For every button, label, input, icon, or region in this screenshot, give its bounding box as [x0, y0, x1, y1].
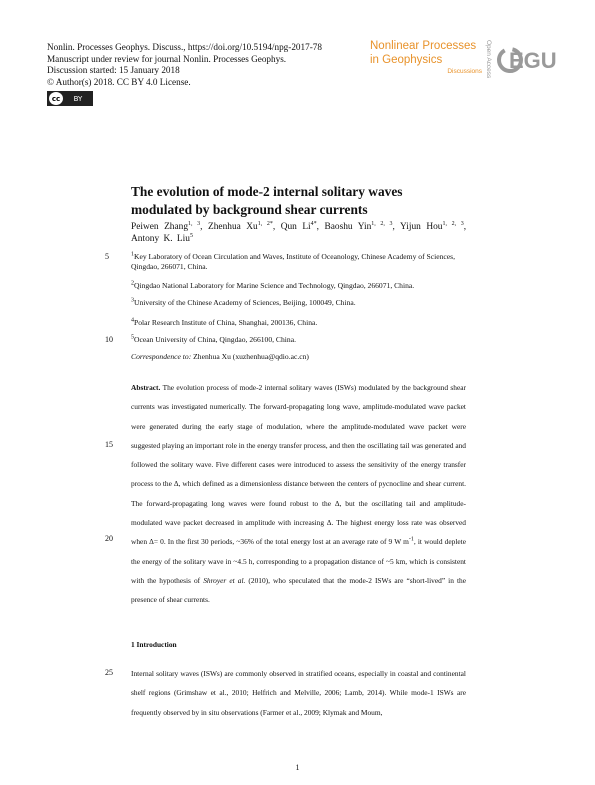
- affiliation-2: [131, 281, 461, 291]
- affiliation-3: [131, 298, 461, 308]
- affiliation-text: Qingdao National Laboratory for Marine Science and Technology, Qingdao, 266071, China.: [134, 281, 415, 290]
- journal-brand: [370, 39, 485, 76]
- affiliation-text: Polar Research Institute of China, Shanghai, 200136, China.: [134, 318, 318, 327]
- cc-icon: cc: [49, 92, 63, 105]
- paper-title: [131, 183, 461, 219]
- abstract-text-end: (2010), who speculated that the mode-2 ISWs are “short-lived” in the presence of shear currents.: [131, 575, 466, 605]
- affiliation-text: Ocean University of China, Qingdao, 266100, China.: [134, 335, 296, 344]
- section-heading-introduction: 1 Introduction: [131, 640, 177, 649]
- author-affiliation-marker: 1, 2, 3: [442, 220, 464, 227]
- author-affiliation-marker: 1, 2*: [257, 220, 273, 227]
- affiliation-1: [131, 252, 461, 272]
- affiliation-text: University of the Chinese Academy of Sciences, Beijing, 100049, China.: [134, 298, 356, 307]
- correspondence-label: Correspondence to:: [131, 352, 192, 361]
- affiliation-marker: 5: [131, 334, 134, 341]
- title-line-2: modulated by background shear currents: [131, 202, 368, 217]
- egu-logo: [498, 40, 557, 80]
- manuscript-header: [47, 42, 367, 88]
- affiliation-marker: 3: [131, 297, 134, 304]
- correspondence-contact: Zhenhua Xu (xuzhenhua@qdio.ac.cn): [191, 352, 309, 361]
- abstract: [131, 378, 466, 610]
- by-icon: BY: [73, 94, 83, 103]
- line-number: 10: [105, 335, 113, 344]
- header-line-citation: Nonlin. Processes Geophys. Discuss., https://doi.org/10.5194/npg-2017-78: [47, 42, 322, 52]
- author-affiliation-marker: 5: [189, 232, 193, 239]
- header-line-date: Discussion started: 15 January 2018: [47, 65, 180, 76]
- abstract-unit-exponent: -1: [408, 536, 414, 543]
- journal-name-line2: in Geophysics: [370, 54, 443, 66]
- open-access-text: Open Access: [485, 40, 492, 79]
- author-affiliation-marker: 1, 2, 3: [371, 220, 393, 227]
- author-name: Zhenhua Xu: [208, 222, 258, 232]
- line-number: 5: [105, 252, 109, 261]
- cc-by-license-badge[interactable]: [47, 91, 93, 106]
- affiliation-marker: 1: [131, 251, 134, 258]
- page-number: 1: [295, 763, 300, 772]
- abstract-text-cont: , it would deplete the energy of the solitary wave in ~4.5 h, corresponding to a propagation distance of ~5 km, which is consistent with the hypothesis of: [131, 537, 467, 585]
- author-name: Peiwen Zhang: [131, 222, 189, 232]
- author-name: Antony K. Liu: [131, 234, 190, 244]
- author-affiliation-marker: 4*: [310, 220, 317, 227]
- journal-discussions-label: Discussions: [447, 68, 482, 75]
- affiliation-marker: 2: [131, 280, 134, 287]
- line-number: 20: [105, 534, 113, 543]
- affiliation-marker: 4: [131, 317, 134, 324]
- journal-name-line1: Nonlinear Processes: [370, 40, 477, 52]
- line-number: 15: [105, 440, 113, 449]
- author-affiliation-marker: 1, 3: [188, 220, 201, 227]
- author-list: Peiwen Zhang$^{1, 3}$, Zhenhua $Xu^{1, 2*}$, Qun $Li^{4*}$, Baoshu Yin$^{1, 2, 3}$, Yijun Hou$^{1, 2, 3}$, Antony K. Liu$^5$: [131, 220, 467, 244]
- open-access-label: [484, 38, 496, 86]
- affiliation-5: [131, 335, 461, 345]
- abstract-citation: Shroyer et al.: [203, 575, 246, 585]
- header-line-review: Manuscript under review for journal Nonlin. Processes Geophys.: [47, 53, 287, 64]
- author-name: Baoshu Yin: [324, 222, 372, 232]
- affiliation-text: Key Laboratory of Ocean Circulation and Waves, Institute of Oceanology, Chinese Academy of Sciences, Qingdao, 266071, China.: [131, 252, 455, 271]
- author-name: Qun Li: [280, 222, 311, 232]
- header-line-license: © Author(s) 2018. CC BY 4.0 License.: [47, 76, 191, 87]
- author-name: Yijun Hou: [400, 222, 443, 232]
- abstract-label: Abstract.: [131, 383, 161, 392]
- abstract-text: The evolution process of mode-2 internal solitary waves (ISWs) modulated by the background shear currents was investigated numerically. The forward-propagating long wave, amplitude-modulated wave packet were generated during the early stage of modulation, where the amplitude-modulated wave packet were suggested playing an important role in the energy transfer process, and then the oscillating tail was generated and followed the solitary wave. Five different cases were introduced to assess the sensitivity of the energy transfer process to the Δ, which defined as a dimensionless distance between the centers of pycnocline and shear current. The forward-propagating long waves were found robust to the Δ, but the oscillating tail and amplitude-modulated wave packet decreased in amplitude with increasing Δ. The highest energy loss rate was observed when Δ= 0. In the first 30 periods, ~36% of the total energy lost at an average rate of 9 W m: [131, 383, 466, 547]
- egu-logo-text: EGU: [509, 48, 557, 73]
- title-line-1: The evolution of mode-2 internal solitary waves: [131, 184, 403, 199]
- correspondence: [131, 352, 461, 362]
- line-number: 25: [105, 668, 113, 677]
- affiliation-4: [131, 318, 461, 328]
- introduction-paragraph: Internal solitary waves (ISWs) are commonly observed in stratified oceans, especially in coastal and continental shelf regions (Grimshaw et al., 2010; Helfrich and Melville, 2006; Lamb, 2014). While mode-1 ISWs are frequently observed by in situ observations (Farmer et al., 2009; Klymak and Moum,: [131, 669, 466, 717]
